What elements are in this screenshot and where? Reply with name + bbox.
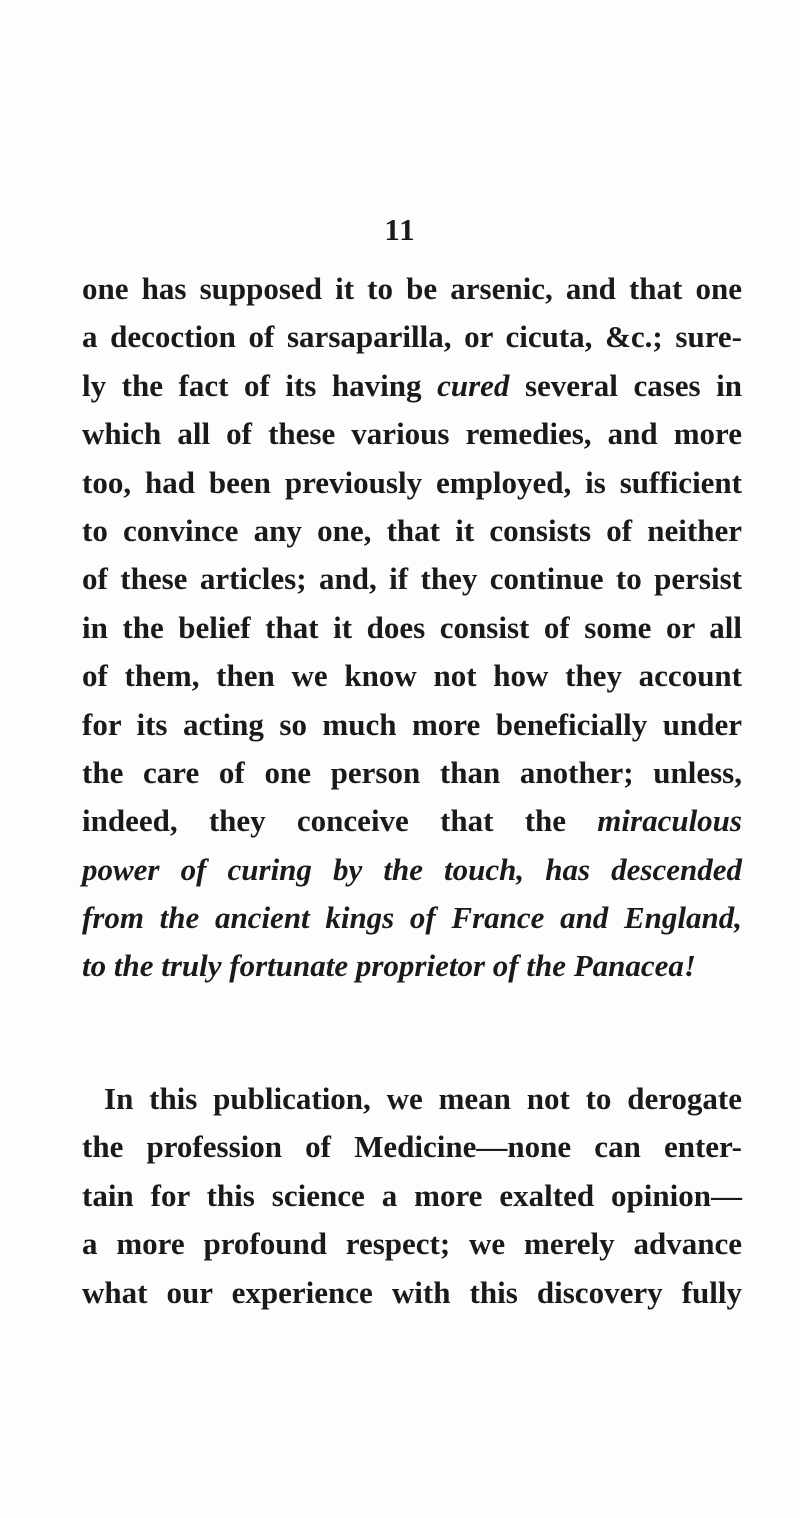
body-text: of them, then we know not how they account	[82, 658, 742, 694]
text-line	[82, 797, 742, 845]
italic-text: to the truly fortunate proprietor of the Panacea!	[82, 948, 696, 984]
body-text: ly the fact of its having	[82, 367, 438, 403]
body-text: several cases in	[509, 367, 742, 403]
text-line	[82, 1123, 742, 1171]
italic-text: miraculous	[597, 803, 742, 839]
body-text: indeed, they conceive that the	[82, 803, 598, 839]
body-text: one has supposed it to be arsenic, and that one	[82, 271, 742, 306]
text-line	[82, 1269, 742, 1317]
paragraph-2	[82, 1075, 742, 1317]
text-line	[82, 652, 742, 700]
italic-text: from the ancient kings of France and England,	[82, 900, 742, 936]
text-line	[82, 1172, 742, 1220]
text-line	[82, 507, 742, 555]
text-line	[82, 701, 742, 749]
body-text: too, had been previously employed, is sufficient	[82, 464, 742, 500]
text-line	[82, 459, 742, 507]
text-line	[82, 846, 742, 894]
body-text: to convince any one, that it consists of neither	[82, 512, 742, 548]
text-line	[82, 1075, 742, 1123]
body-text: a decoction of sarsaparilla, or cicuta, &c.; sure-	[82, 319, 742, 355]
body-text: tain for this science a more exalted opinion—	[82, 1177, 742, 1213]
text-line	[82, 362, 742, 410]
body-text: of these articles; and, if they continue to persist	[82, 561, 742, 597]
italic-text: power of curing by the touch, has descended	[82, 851, 742, 887]
text-line	[82, 313, 742, 361]
text-line	[82, 749, 742, 797]
text-line	[82, 410, 742, 458]
body-text: what our experience with this discovery fully	[82, 1274, 742, 1310]
body-text: which all of these various remedies, and more	[82, 416, 742, 452]
body-text: in the belief that it does consist of some or all	[82, 609, 742, 645]
text-line	[82, 1220, 742, 1268]
text-line	[82, 942, 742, 990]
text-line	[82, 604, 742, 652]
page-number: 11	[384, 212, 416, 247]
body-text: the profession of Medicine—none can enter-	[82, 1129, 742, 1165]
italic-text: cured	[437, 367, 510, 403]
text-line	[82, 265, 742, 313]
body-text: the care of one person than another; unless,	[82, 754, 742, 790]
text-line	[82, 555, 742, 603]
body-text: for its acting so much more beneficially under	[82, 706, 742, 742]
text-line	[82, 894, 742, 942]
paragraph-1	[82, 265, 742, 991]
body-text: a more profound respect; we merely advance	[82, 1226, 742, 1262]
body-text: In this publication, we mean not to derogate	[104, 1081, 742, 1116]
